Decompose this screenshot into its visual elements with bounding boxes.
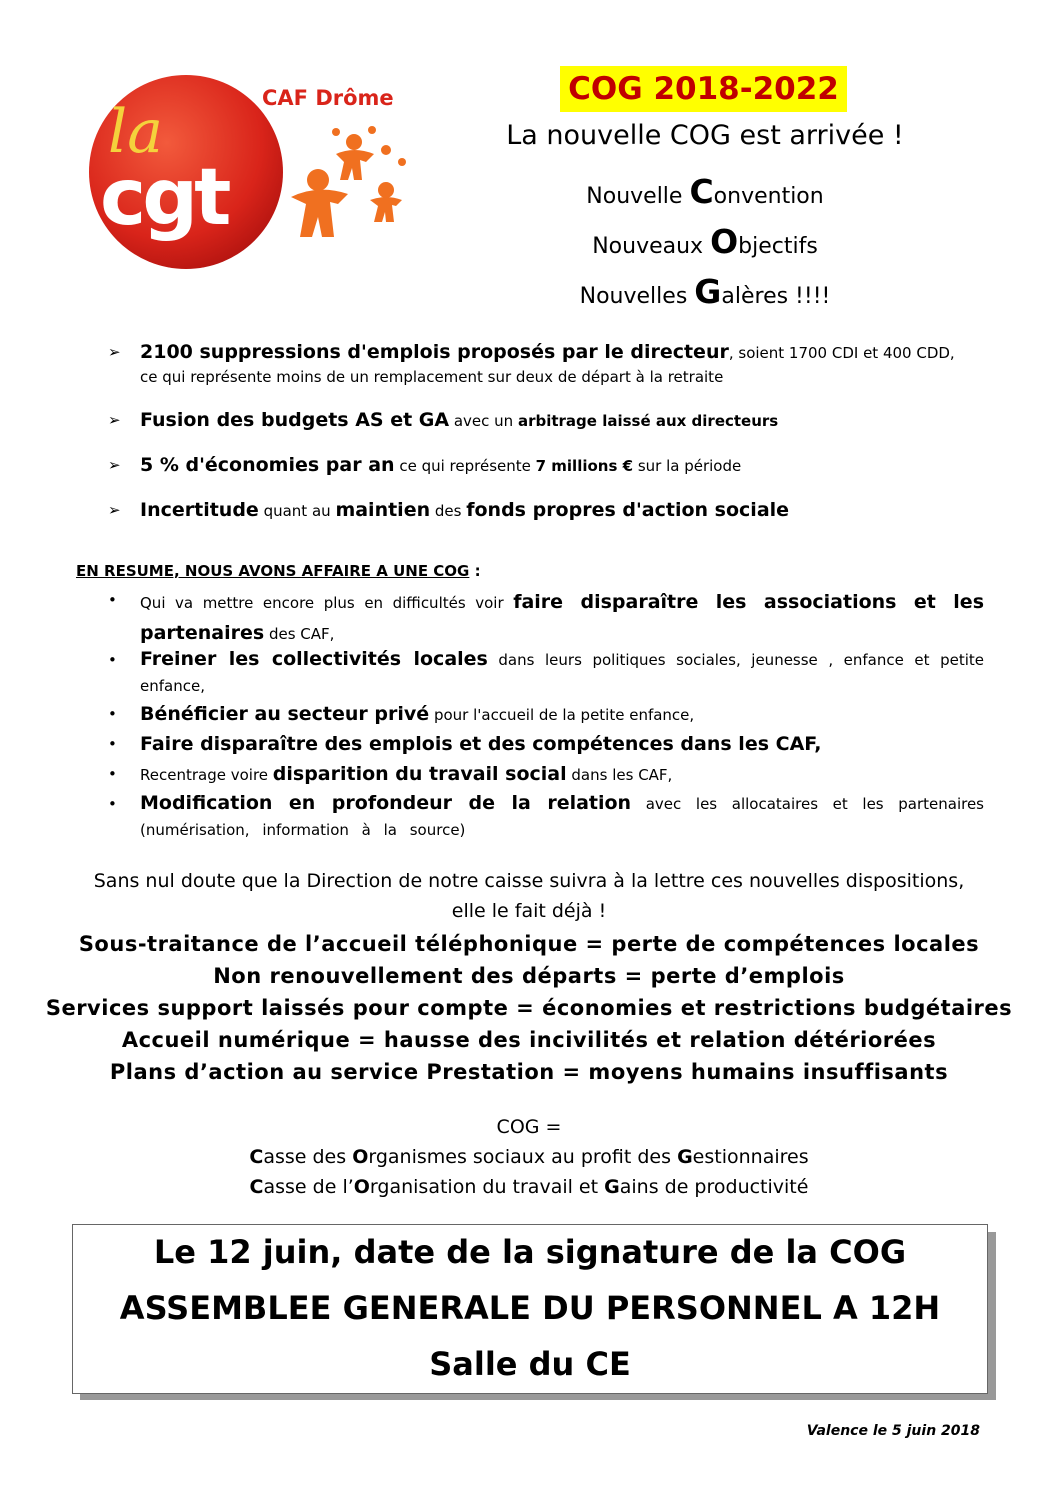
- footer-date: Valence le 5 juin 2018: [806, 1423, 980, 1439]
- impact-line: Non renouvellement des départs = perte d’emplois: [213, 964, 845, 988]
- announcement-assembly: ASSEMBLEE GENERALE DU PERSONNEL A 12H: [119, 1289, 941, 1327]
- logo-figures-icon: [291, 126, 406, 237]
- arrow-bullet-icon: ➢: [108, 456, 121, 474]
- caf-drome-label: CAF Drôme: [262, 86, 394, 110]
- cog-acronym-line-2: Casse de l’Organisation du travail et Gains de productivité: [249, 1176, 809, 1198]
- announcement-date: Le 12 juin, date de la signature de la COG: [153, 1233, 907, 1271]
- bullet-icon: •: [108, 735, 117, 753]
- impact-line: Services support laissés pour compte = économies et restrictions budgétaires: [45, 996, 1013, 1020]
- impact-line: Plans d’action au service Prestation = moyens humains insuffisants: [109, 1060, 949, 1084]
- summary-item-emplois: • Faire disparaître des emplois et des compétences dans les CAF,: [108, 733, 822, 755]
- impact-line: Accueil numérique = hausse des incivilités et relation détériorées: [121, 1028, 937, 1052]
- header-line-objectifs: Nouveaux Objectifs: [592, 222, 818, 261]
- bullet-icon: •: [108, 765, 117, 783]
- bullet-icon: •: [108, 705, 117, 723]
- cog-equals: COG =: [496, 1116, 562, 1138]
- summary-item-prive: • Bénéficier au secteur privé pour l'accueil de la petite enfance,: [108, 703, 695, 725]
- document-subtitle: La nouvelle COG est arrivée !: [506, 120, 904, 151]
- arrow-bullet-icon: ➢: [108, 343, 121, 361]
- bullet-icon: •: [108, 651, 117, 669]
- arrow-bullet-icon: ➢: [108, 411, 121, 429]
- point-suppressions: ➢ 2100 suppressions d'emplois proposés par le directeur, soient 1700 CDI et 400 CDD, ce qui représente moins de un remplacement sur deux de départ à la retraite: [108, 338, 988, 387]
- bullet-icon: •: [108, 795, 117, 813]
- point-economies: ➢ 5 % d'économies par an ce qui représente 7 millions € sur la période: [108, 451, 988, 480]
- cog-acronym-line-1: Casse des Organismes sociaux au profit des Gestionnaires: [249, 1146, 809, 1168]
- header-line-galeres: Nouvelles Galères !!!!: [579, 272, 831, 311]
- conclusion-line-1: Sans nul doute que la Direction de notre caisse suivra à la lettre ces nouvelles dispositions,: [93, 870, 965, 892]
- summary-item-collectivites: • Freiner les collectivités locales dans leurs politiques sociales, jeunesse , enfance et petite enfance,: [108, 648, 984, 695]
- bullet-icon: •: [108, 591, 117, 609]
- summary-item-associations: • Qui va mettre encore plus en difficultés voir faire disparaître les associations et les partenaires des CAF,: [108, 587, 984, 649]
- summary-item-travail-social: • Recentrage voire disparition du travail social dans les CAF,: [108, 763, 673, 785]
- summary-item-relation: • Modification en profondeur de la relation avec les allocataires et les partenaires (numérisation, information à la source): [108, 792, 984, 839]
- point-incertitude: ➢ Incertitude quant au maintien des fonds propres d'action sociale: [108, 496, 988, 525]
- conclusion-line-2: elle le fait déjà !: [451, 900, 607, 922]
- document-title: COG 2018-2022: [560, 66, 847, 112]
- logo-cgt-text: cgt: [100, 153, 228, 243]
- header-line-convention: Nouvelle Convention: [586, 172, 824, 211]
- impact-line: Sous-traitance de l’accueil téléphonique = perte de compétences locales: [78, 932, 980, 956]
- arrow-bullet-icon: ➢: [108, 501, 121, 519]
- announcement-location: Salle du CE: [429, 1345, 631, 1383]
- logo-la-text: la: [108, 97, 163, 167]
- cgt-logo: [86, 72, 426, 272]
- point-fusion: ➢ Fusion des budgets AS et GA avec un arbitrage laissé aux directeurs: [108, 406, 988, 435]
- announcement-box: [72, 1224, 988, 1394]
- summary-heading: EN RESUME, NOUS AVONS AFFAIRE A UNE COG :: [76, 562, 481, 580]
